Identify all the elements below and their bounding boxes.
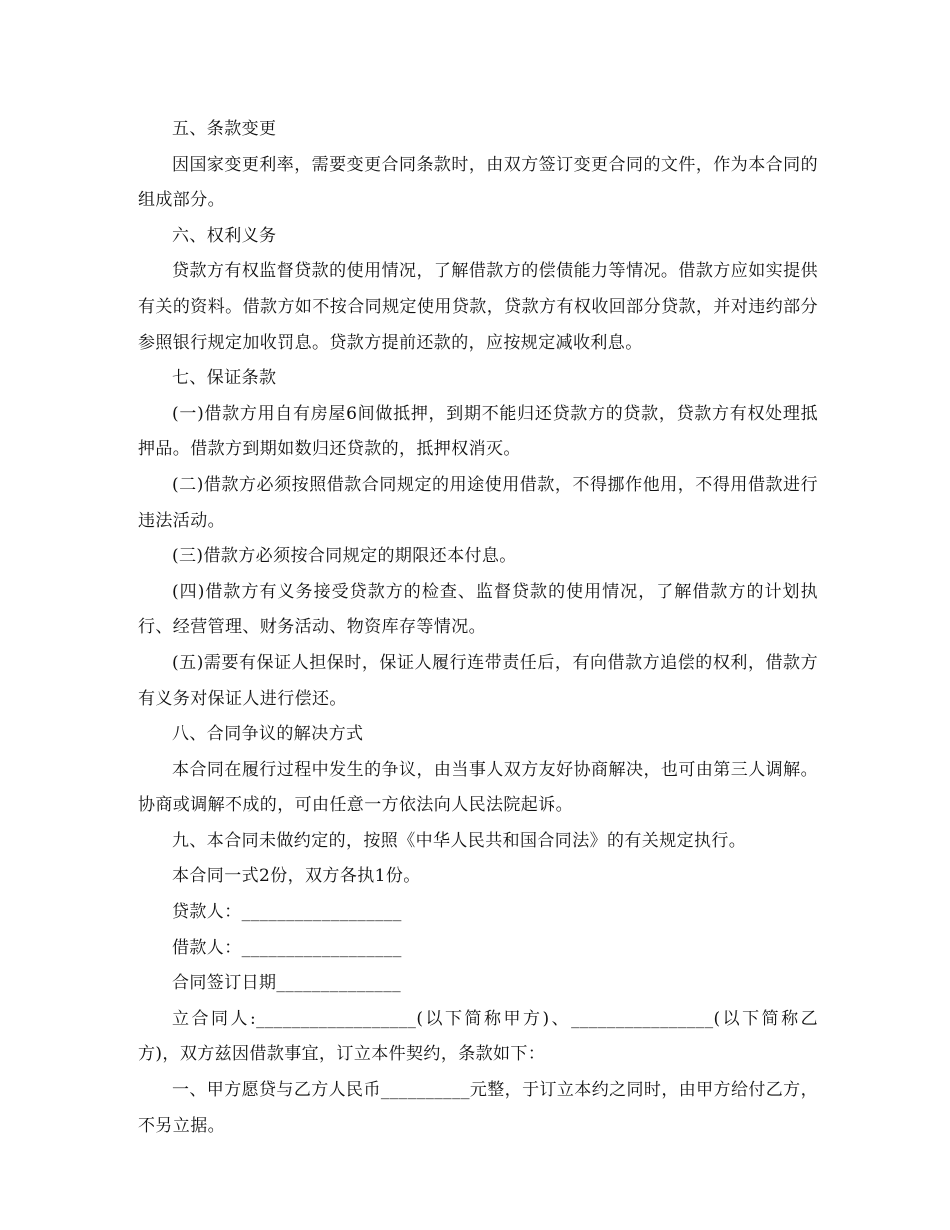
borrower-signature-line: 借款人：__________________ <box>172 937 402 958</box>
signing-date-line: 合同签订日期______________ <box>172 973 401 994</box>
paragraph-dispute: 本合同在履行过程中发生的争议，由当事人双方友好协商解决，也可由第三人调解。协商或调解不成的，可由任意一方依法向人民法院起诉。 <box>138 759 818 816</box>
section-heading-8: 八、合同争议的解决方式 <box>172 724 364 745</box>
section-heading-7: 七、保证条款 <box>172 368 277 389</box>
document-page <box>138 112 818 1144</box>
paragraph-rights-obligations: 贷款方有权监督贷款的使用情况，了解借款方的偿债能力等情况。借款方应如实提供有关的资料。借款方如不按合同规定使用贷款，贷款方有权收回部分贷款，并对违约部分参照银行规定加收罚息。贷款方提前还款的，应按规定减收利息。 <box>138 261 818 353</box>
paragraph-guarantee-2: (二)借款方必须按照借款合同规定的用途使用借款，不得挪作他用，不得用借款进行违法活动。 <box>138 474 818 531</box>
section-heading-5: 五、条款变更 <box>172 119 277 139</box>
paragraph-parties: 立合同人:__________________(以下简称甲方)、________________(以下简称乙方)，双方兹因借款事宜，订立本件契约，条款如下： <box>138 1008 818 1065</box>
paragraph-copies: 本合同一式2份，双方各执1份。 <box>172 866 421 887</box>
paragraph-guarantee-5: (五)需要有保证人担保时，保证人履行连带责任后，有向借款方追偿的权利，借款方有义务对保证人进行偿还。 <box>138 652 818 709</box>
paragraph-section-9: 九、本合同未做约定的，按照《中华人民共和国合同法》的有关规定执行。 <box>172 830 747 851</box>
paragraph-guarantee-4: (四)借款方有义务接受贷款方的检查、监督贷款的使用情况，了解借款方的计划执行、经营管理、财务活动、物资库存等情况。 <box>138 581 818 638</box>
section-heading-6: 六、权利义务 <box>172 225 277 246</box>
lender-signature-line: 贷款人：__________________ <box>172 902 402 923</box>
paragraph-guarantee-1: (一)借款方用自有房屋6间做抵押，到期不能归还贷款方的贷款，贷款方有权处理抵押品。借款方到期如数归还贷款的，抵押权消灭。 <box>138 403 818 460</box>
paragraph-article-1: 一、甲方愿贷与乙方人民币__________元整，于订立本约之同时，由甲方给付乙方，不另立据。 <box>138 1080 818 1136</box>
paragraph-clause-change: 因国家变更利率，需要变更合同条款时，由双方签订变更合同的文件，作为本合同的组成部分。 <box>138 154 818 211</box>
paragraph-guarantee-3: (三)借款方必须按合同规定的期限还本付息。 <box>172 546 517 567</box>
